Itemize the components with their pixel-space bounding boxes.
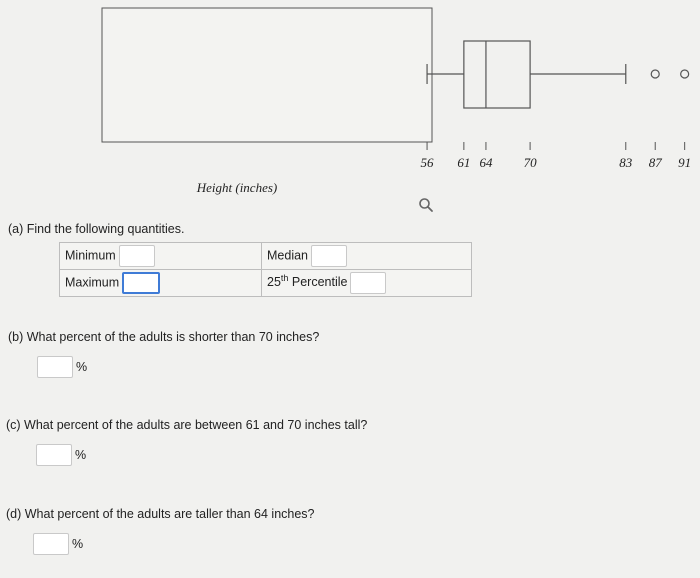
- part-d-answer: [33, 533, 83, 555]
- median-label: Median: [267, 248, 308, 263]
- percentile-label: 25th Percentile: [267, 273, 348, 290]
- box-iqr: [464, 41, 530, 108]
- percent-sign: %: [72, 537, 84, 551]
- part-d-prompt: (d) What percent of the adults are taller than 64 inches?: [6, 507, 315, 521]
- percentile-input[interactable]: [350, 272, 386, 294]
- x-tick-label: 64: [479, 155, 493, 170]
- part-d-input[interactable]: [33, 533, 69, 555]
- quantities-table: [59, 242, 472, 297]
- plot-frame: [102, 8, 432, 142]
- x-tick-label: 56: [420, 155, 434, 170]
- x-tick-label: 70: [523, 155, 537, 170]
- percentile-cell: [262, 270, 472, 297]
- box-plot: [0, 0, 474, 200]
- part-b-answer: [37, 356, 87, 378]
- minimum-input[interactable]: [119, 245, 155, 267]
- x-tick-label: 61: [457, 155, 471, 170]
- x-tick-label: 83: [619, 155, 633, 170]
- median-cell: [262, 243, 472, 270]
- part-c-prompt: (c) What percent of the adults are between 61 and 70 inches tall?: [6, 418, 368, 432]
- outlier-point: [681, 70, 689, 78]
- minimum-cell: [60, 243, 262, 270]
- median-input[interactable]: [311, 245, 347, 267]
- x-tick-label: 91: [678, 155, 692, 170]
- minimum-label: Minimum: [65, 248, 116, 263]
- percent-sign: %: [76, 360, 88, 374]
- part-b-input[interactable]: [37, 356, 73, 378]
- x-axis-label: Height (inches): [196, 180, 278, 195]
- part-b-prompt: (b) What percent of the adults is shorter than 70 inches?: [8, 330, 320, 344]
- maximum-cell: [60, 270, 262, 297]
- part-c-answer: [36, 444, 86, 466]
- percent-sign: %: [75, 448, 87, 462]
- part-a-prompt: (a) Find the following quantities.: [8, 222, 185, 236]
- x-tick-label: 87: [648, 155, 662, 170]
- outlier-point: [651, 70, 659, 78]
- maximum-input[interactable]: [122, 272, 160, 294]
- part-c-input[interactable]: [36, 444, 72, 466]
- maximum-label: Maximum: [65, 275, 120, 290]
- search-icon[interactable]: [418, 197, 434, 213]
